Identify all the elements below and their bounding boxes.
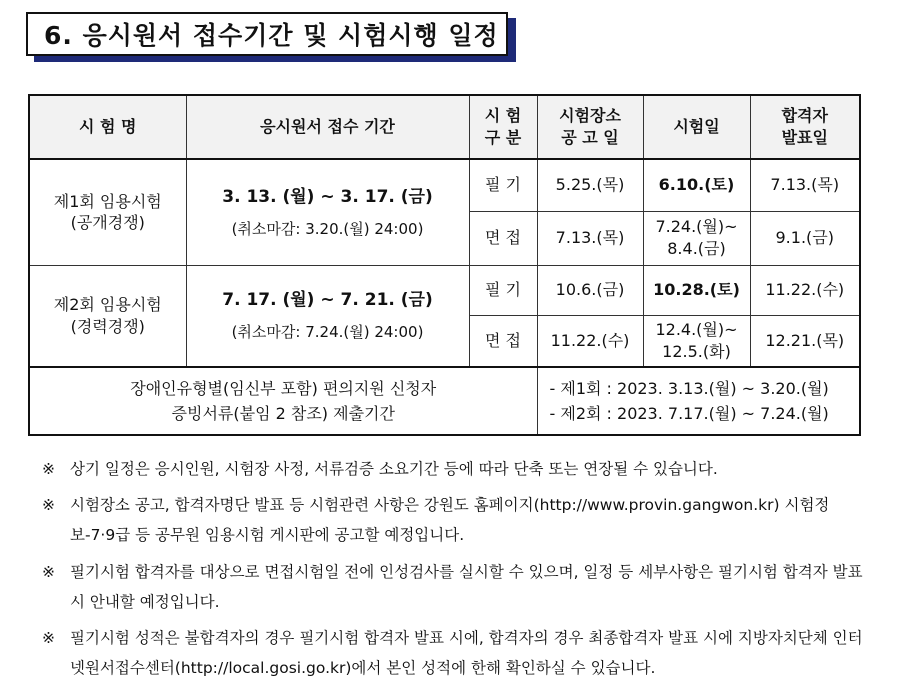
round2-cancel-deadline: (취소마감: 7.24.(월) 24:00) (231, 323, 424, 342)
note-mark: ※ (42, 496, 55, 515)
note-mark: ※ (42, 562, 55, 581)
round1-interview-type: 면 접 (469, 211, 537, 265)
disability-period-round1: - 제1회 : 2023. 3.13.(월) ~ 3.20.(월) (549, 378, 829, 398)
round1-name (29, 159, 186, 265)
round1-interview-date-line2: 8.4.(금) (667, 239, 726, 258)
disability-label-line2: 증빙서류(붙임 2 참조) 제출기간 (171, 403, 395, 423)
round1-written-type: 필 기 (469, 159, 537, 211)
round1-name-line1: 제1회 임용시험 (53, 191, 162, 211)
table-row (29, 265, 860, 315)
round1-interview-result-date: 9.1.(금) (750, 211, 860, 265)
note-text: 상기 일정은 응시인원, 시험장 사정, 서류검증 소요기간 등에 따라 단축 또는 연장될 수 있습니다. (70, 460, 718, 478)
header-venue-line1: 시험장소 (559, 106, 621, 126)
note-text: 필기시험 성적은 불합격자의 경우 필기시험 합격자 발표 시에, 합격자의 경우 최종합격자 발표 시에 지방자치단체 인터넷원서접수센터(http://local.gosi.go.kr)에서 본인 성적에 한해 확인하실 수 있습니다. (70, 629, 863, 678)
note-mark: ※ (42, 460, 55, 478)
round1-interview-exam-date (643, 211, 750, 265)
note-text: 필기시험 합격자를 대상으로 면접시험일 전에 인성검사를 실시할 수 있으며, 일정 등 세부사항은 필기시험 합격자 발표 시 안내할 예정입니다. (70, 562, 863, 611)
disability-label (29, 367, 537, 435)
header-category-line1: 시 험 (484, 106, 522, 126)
round2-interview-result-date: 12.21.(목) (750, 315, 860, 367)
header-venue-line2: 공 고 일 (561, 128, 619, 147)
note-mark: ※ (42, 629, 55, 648)
list-item (42, 454, 872, 484)
disability-label-line1: 장애인유형별(임신부 포함) 편의지원 신청자 (130, 378, 437, 398)
round2-written-exam-date: 10.28.(토) (643, 265, 750, 315)
round2-interview-date-line2: 12.5.(화) (662, 341, 731, 361)
disability-period-round2: - 제2회 : 2023. 7.17.(월) ~ 7.24.(월) (549, 403, 829, 423)
header-application-period: 응시원서 접수 기간 (186, 95, 469, 159)
round1-cancel-deadline: (취소마감: 3.20.(월) 24:00) (231, 219, 424, 238)
round2-written-venue-date: 10.6.(금) (537, 265, 643, 315)
table-header-row (29, 95, 860, 159)
round1-written-venue-date: 5.25.(목) (537, 159, 643, 211)
notes-list (42, 454, 872, 690)
header-exam-name: 시 험 명 (29, 95, 186, 159)
round2-interview-exam-date (643, 315, 750, 367)
header-exam-date: 시험일 (643, 95, 750, 159)
round1-interview-venue-date: 7.13.(목) (537, 211, 643, 265)
header-result-line1: 합격자 (781, 106, 828, 126)
table-row (29, 159, 860, 211)
round1-name-line2: (공개경쟁) (70, 213, 145, 233)
list-item (42, 490, 872, 550)
header-result-date (750, 95, 860, 159)
round2-period-main: 7. 17. (월) ~ 7. 21. (금) (222, 290, 433, 311)
note-text: 시험장소 공고, 합격자명단 발표 등 시험관련 사항은 강원도 홈페이지(http://www.provin.gangwon.kr) 시험정보-7·9급 등 공무원 임용시험 게시판에 공고할 예정입니다. (70, 496, 830, 545)
header-exam-category (469, 95, 537, 159)
round1-written-exam-date: 6.10.(토) (643, 159, 750, 211)
round2-name-line1: 제2회 임용시험 (53, 295, 162, 315)
round2-written-type: 필 기 (469, 265, 537, 315)
header-venue-notice-date (537, 95, 643, 159)
schedule-table (28, 94, 861, 436)
disability-periods (537, 367, 860, 435)
round1-period (186, 159, 469, 265)
list-item (42, 623, 872, 683)
round2-interview-type: 면 접 (469, 315, 537, 367)
round1-written-result-date: 7.13.(목) (750, 159, 860, 211)
header-result-line2: 발표일 (781, 128, 828, 147)
header-category-line2: 구 분 (484, 128, 522, 147)
round2-written-result-date: 11.22.(수) (750, 265, 860, 315)
table-row (29, 367, 860, 435)
round2-interview-venue-date: 11.22.(수) (537, 315, 643, 367)
round2-name-line2: (경력경쟁) (70, 316, 145, 336)
list-item (42, 557, 872, 617)
round2-name (29, 265, 186, 367)
round1-interview-date-line1: 7.24.(월)~ (655, 217, 738, 237)
round1-period-main: 3. 13. (월) ~ 3. 17. (금) (222, 186, 433, 207)
round2-period (186, 265, 469, 367)
section-title: 6. 응시원서 접수기간 및 시험시행 일정 (26, 12, 508, 56)
round2-interview-date-line1: 12.4.(월)~ (655, 320, 738, 340)
